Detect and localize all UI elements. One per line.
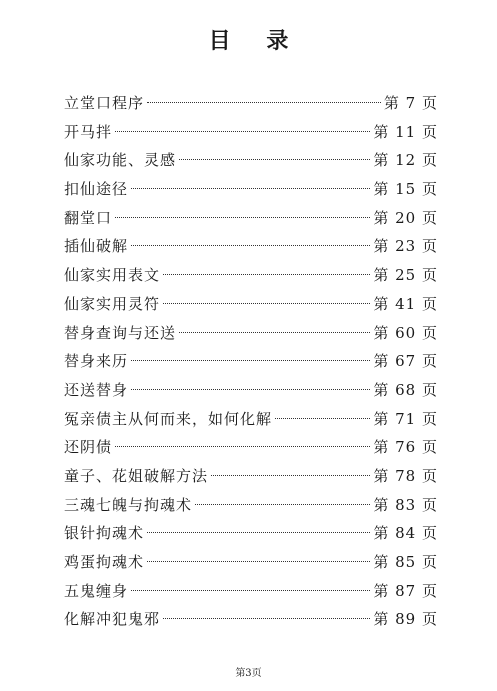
toc-entry-title: 开马拌 [64,122,113,141]
toc-entry [64,433,438,462]
toc-entry-title: 三魂七魄与拘魂术 [64,495,193,514]
toc-entry-title: 化解冲犯鬼邪 [64,610,161,629]
toc-entry-title: 冤亲债主从何而来，如何化解 [64,409,273,428]
page-title: 目 录 [208,28,303,54]
dot-leader [147,102,381,103]
toc-entry-title: 翻堂口 [64,208,113,227]
toc-entry [64,605,438,634]
toc-entry-page: 第 11 页 [373,122,438,141]
toc-entry-page: 第 25 页 [373,266,438,285]
toc-entry [64,175,438,204]
dot-leader [115,131,370,132]
toc-entry-title: 仙家实用表文 [64,266,161,285]
dot-leader [115,217,370,218]
toc-entry [64,577,438,606]
toc-entry-title: 替身来历 [64,352,129,371]
toc-entry [64,319,438,348]
dot-leader [163,303,370,304]
dot-leader [275,418,370,419]
toc-entry-page: 第 15 页 [373,180,438,199]
toc-entry-page: 第 89 页 [373,610,438,629]
toc-entry-title: 鸡蛋拘魂术 [64,553,145,571]
toc-entry [64,204,438,233]
table-of-contents [64,89,438,634]
toc-entry-page: 第 41 页 [373,294,438,313]
toc-entry-title: 替身查询与还送 [64,323,177,342]
toc-entry-title: 银针拘魂术 [64,524,145,543]
toc-entry-page: 第 67 页 [373,352,438,371]
toc-entry [64,146,438,175]
toc-entry-page: 第 60 页 [373,323,438,342]
dot-leader [179,332,370,333]
toc-entry-title: 扣仙途径 [64,180,129,199]
toc-entry-page: 第 7 页 [383,94,438,112]
dot-leader [131,188,370,189]
toc-entry-page: 第 68 页 [373,380,438,399]
toc-entry-title: 还阴债 [64,438,113,457]
dot-leader [147,561,370,562]
toc-entry [64,462,438,491]
toc-entry-page: 第 83 页 [373,495,438,514]
toc-entry [64,261,438,290]
toc-entry-page: 第 20 页 [373,208,438,227]
toc-entry [64,290,438,319]
toc-entry-page: 第 85 页 [373,553,438,571]
toc-entry-page: 第 71 页 [373,409,438,428]
dot-leader [179,159,370,160]
toc-entry [64,347,438,376]
dot-leader [131,590,370,591]
toc-entry-page: 第 78 页 [373,466,438,485]
toc-entry [64,519,438,548]
dot-leader [163,618,370,619]
toc-entry-title: 还送替身 [64,380,129,399]
toc-entry [64,232,438,261]
toc-entry [64,405,438,434]
toc-entry [64,548,438,577]
dot-leader [163,274,370,275]
toc-entry-title: 仙家功能、灵感 [64,151,177,170]
toc-entry [64,491,438,520]
dot-leader [131,245,370,246]
toc-entry-title: 童子、花姐破解方法 [64,466,209,485]
toc-entry [64,118,438,147]
toc-entry-title: 五鬼缠身 [64,581,129,600]
toc-entry-title: 仙家实用灵符 [64,294,161,313]
toc-entry-page: 第 84 页 [373,524,438,543]
dot-leader [211,475,370,476]
dot-leader [115,446,370,447]
toc-entry-page: 第 23 页 [373,237,438,256]
toc-entry-title: 立堂口程序 [64,94,145,112]
page-number-footer: 第3页 [235,668,262,679]
toc-entry [64,376,438,405]
toc-entry-page: 第 87 页 [373,581,438,600]
dot-leader [131,360,370,361]
toc-entry [64,89,438,118]
toc-entry-page: 第 12 页 [373,151,438,170]
dot-leader [131,389,370,390]
dot-leader [195,504,370,505]
dot-leader [147,532,370,533]
toc-entry-page: 第 76 页 [373,438,438,457]
toc-entry-title: 插仙破解 [64,237,129,256]
